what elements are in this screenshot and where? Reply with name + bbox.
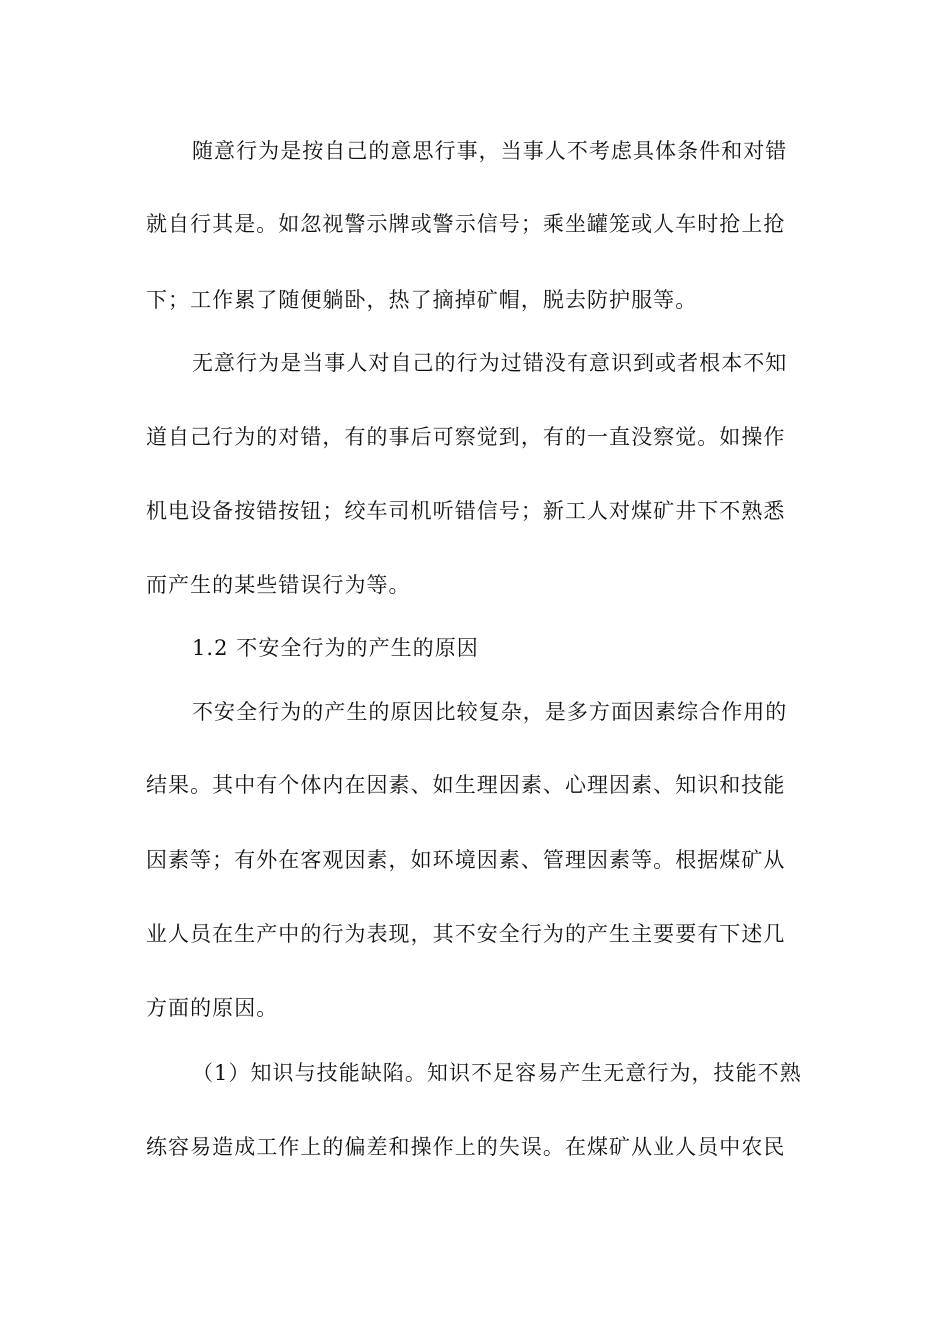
- paragraph-line: 而产生的某些错误行为等。: [146, 573, 411, 597]
- paragraph-line: 练容易造成工作上的偏差和操作上的失误。在煤矿从业人员中农民: [146, 1135, 786, 1159]
- paragraph-line: 方面的原因。: [146, 996, 279, 1020]
- paragraph-line: 业人员在生产中的行为表现，其不安全行为的产生主要要有下述几: [146, 922, 786, 946]
- paragraph-line: 结果。其中有个体内在因素、如生理因素、心理因素、知识和技能: [146, 773, 786, 797]
- paragraph-line: 就自行其是。如忽视警示牌或警示信号；乘坐罐笼或人车时抢上抢: [146, 212, 786, 236]
- section-heading: 1.2 不安全行为的产生的原因: [192, 636, 479, 660]
- paragraph-line: 随意行为是按自己的意思行事，当事人不考虑具体条件和对错: [192, 139, 788, 163]
- paragraph-line: 不安全行为的产生的原因比较复杂，是多方面因素综合作用的: [192, 700, 788, 724]
- paragraph-line: 无意行为是当事人对自己的行为过错没有意识到或者根本不知: [192, 351, 788, 375]
- paragraph-line: 因素等；有外在客观因素，如环境因素、管理因素等。根据煤矿从: [146, 848, 786, 872]
- paragraph-line: （1）知识与技能缺陷。知识不足容易产生无意行为，技能不熟: [192, 1061, 802, 1085]
- paragraph-line: 机电设备按错按钮；绞车司机听错信号；新工人对煤矿井下不熟悉: [146, 499, 786, 523]
- paragraph-line: 下；工作累了随便躺卧，热了摘掉矿帽，脱去防护服等。: [146, 288, 698, 312]
- paragraph-line: 道自己行为的对错，有的事后可察觉到，有的一直没察觉。如操作: [146, 425, 786, 449]
